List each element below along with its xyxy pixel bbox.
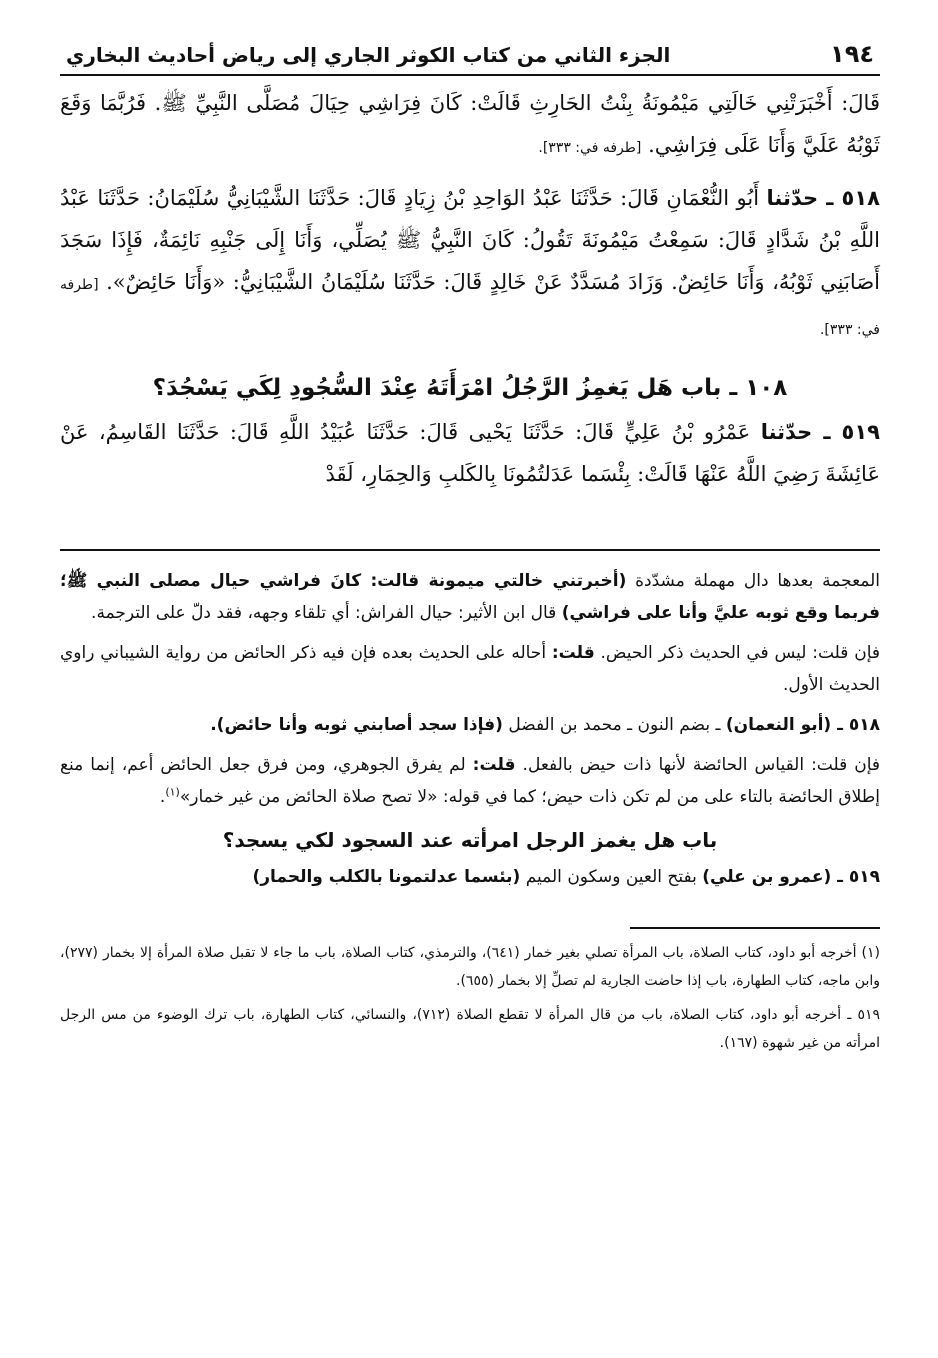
commentary-text: فإن قلت: ليس في الحديث ذكر الحيض.: [600, 643, 881, 663]
commentary-text: بفتح العين وسكون الميم: [525, 867, 697, 887]
hadith-518: [60, 177, 880, 351]
commentary-chapter-heading: باب هل يغمز الرجل امرأته عند السجود لكي يسجد؟: [222, 828, 718, 852]
chapter-heading: ١٠٨ ـ باب هَل يَغمِزُ الرَّجُلُ امْرَأَتَهُ عِنْدَ السُّجُودِ لِكَي يَسْجُدَ؟: [152, 375, 788, 401]
footnotes: [60, 939, 880, 1057]
hadith-518-ref: [طرفه في: ٣٣٣].: [60, 277, 880, 338]
hadith-517-continuation: [60, 82, 880, 169]
commentary-paragraph: [60, 637, 880, 701]
commentary-text: فإن قلت: القياس الحائضة لأنها ذات حيض بالفعل.: [522, 755, 881, 775]
commentary-text: ـ بضم النون ـ محمد بن الفضل: [508, 715, 721, 735]
commentary-quote: ٥١٨ ـ (أبو النعمان): [725, 715, 880, 735]
commentary-quote: (أخبرتني خالتي ميمونة قالت: كانَ فراشي حيال مصلى النبي ﷺ؛ فربما وقع ثوبه عليَّ وأنا على فراشي): [60, 571, 880, 623]
footnote-1: (١) أخرجه أبو داود، كتاب الصلاة، باب المرأة تصلي بغير خمار (٦٤١)، والترمذي، كتاب الصلاة، باب ما جاء لا تقبل صلاة المرأة إلا بخمار (٢٧٧)، وابن ماجه، كتاب الطهارة، باب إذا حاضت الجارية لم تصلِّ إلا بخمار (٦٥٥).: [60, 945, 880, 989]
commentary-text: المعجمة بعدها دال مهملة مشدّدة: [635, 571, 881, 591]
page-number: ١٩٤: [830, 40, 874, 68]
hadith-518-text: أَبُو النُّعْمَانِ قَالَ: حَدَّثَنَا عَبْدُ الوَاحِدِ بْنُ زِيَادٍ قَالَ: حَدَّثَنَا الشَّيْبَانِيُّ سُلَيْمَانُ: حَدَّثَنَا عَبْدُ اللَّهِ بْنُ شَدَّادٍ قَالَ: سَمِعْتُ مَيْمُونَةَ تَقُولُ: كَانَ النَّبِيُّ ﷺ يُصَلِّي، وَأَنَا إِلَى جَنْبِهِ نَائِمَةٌ، فَإِذَا سَجَدَ أَصَابَنِي ثَوْبُهُ، وَأَنَا حَائِضٌ. وَزَادَ مُسَدَّدٌ عَنْ خَالِدٍ قَالَ: حَدَّثَنَا سُلَيْمَانُ الشَّيْبَانِيُّ: «وَأَنَا حَائِضٌ».: [60, 186, 880, 294]
hadith-517-text: قَالَ: أَخْبَرَتْنِي خَالَتِي مَيْمُونَةُ بِنْتُ الحَارِثِ قَالَتْ: كَانَ فِرَاشِي حِيَالَ مُصَلَّى النَّبِيِّ ﷺ. فَرُبَّمَا وَقَعَ ثَوْبُهُ عَلَيَّ وَأَنَا عَلَى فِرَاشِي.: [60, 91, 880, 157]
running-header: [60, 30, 880, 76]
commentary-divider: [60, 549, 880, 551]
commentary-paragraph: [60, 565, 880, 629]
commentary: [60, 565, 880, 893]
hadith-517-ref: [طرفه في: ٣٣٣].: [538, 140, 642, 156]
commentary-paragraph: [60, 861, 880, 893]
footnote-rule: [630, 927, 880, 929]
commentary-quote: ٥١٩ ـ (عمرو بن علي): [702, 867, 880, 887]
footnote-marker[interactable]: (١): [165, 785, 180, 799]
book-title: الجزء الثاني من كتاب الكوثر الجاري إلى رياض أحاديث البخاري: [66, 43, 671, 67]
hadith-518-number: ٥١٨ ـ حدّثنا: [766, 186, 880, 210]
commentary-text: .: [159, 787, 166, 807]
commentary-text: قال ابن الأثير: حيال الفراش: أي تلقاء وجهه، فقد دلّ على الترجمة.: [91, 603, 557, 623]
commentary-text: لم يفرق الجوهري، ومن فرق جعل الحائض أعم، إنما منع إطلاق الحائضة بالتاء على من لم تكن ذات حيض؛ كما في قوله: «لا تصح صلاة الحائض من غير خمار»: [60, 755, 880, 807]
commentary-paragraph: [60, 749, 880, 813]
hadith-519: [60, 411, 880, 495]
commentary-text: أحاله على الحديث بعده فإن فيه ذكر الحائض من رواية الشيباني راوي الحديث الأول.: [60, 643, 880, 695]
commentary-keyword: قلت:: [551, 643, 595, 663]
hadith-519-number: ٥١٩ ـ حدّثنا: [760, 420, 880, 444]
book-page: [60, 30, 880, 1063]
commentary-paragraph: [60, 709, 880, 741]
commentary-quote: (فإذا سجد أصابني ثوبه وأنا حائض).: [210, 715, 503, 735]
commentary-keyword: قلت:: [472, 755, 516, 775]
hadith-text: [60, 82, 880, 495]
commentary-quote: (بئسما عدلتمونا بالكلب والحمار): [252, 867, 521, 887]
hadith-519-text: عَمْرُو بْنُ عَلِيٍّ قَالَ: حَدَّثَنَا يَحْيى قَالَ: حَدَّثَنَا عُبَيْدُ اللَّهِ قَالَ: حَدَّثَنَا القَاسِمُ، عَنْ عَائِشَةَ رَضِيَ اللَّهُ عَنْهَا قَالَتْ: بِئْسَما عَدَلتُمُونَا بِالكَلبِ وَالحِمَارِ، لَقَدْ: [60, 420, 880, 486]
footnote-519: ٥١٩ ـ أخرجه أبو داود، كتاب الصلاة، باب من قال المرأة لا تقطع الصلاة (٧١٢)، والنسائي، كتاب الطهارة، باب ترك الوضوء من مس الرجل امرأته من غير شهوة (١٦٧).: [60, 1007, 880, 1051]
